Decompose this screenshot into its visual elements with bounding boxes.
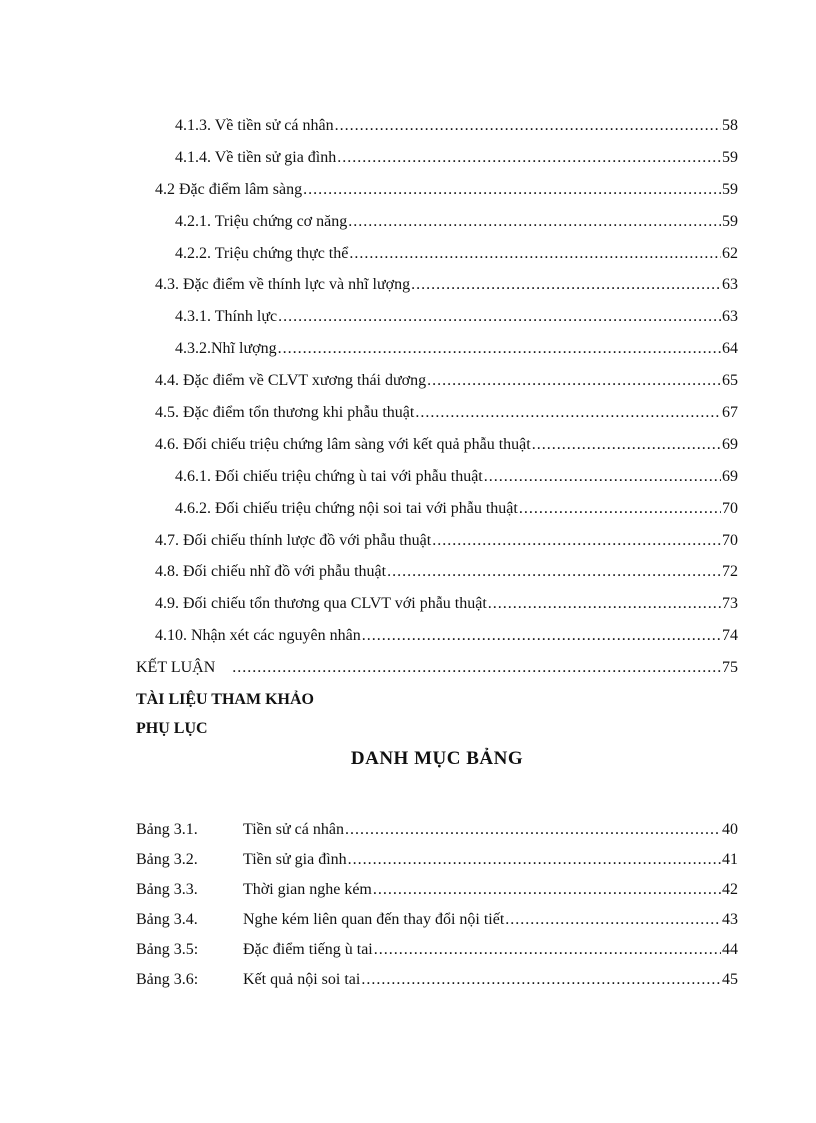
toc-entry-page: 64 [722, 340, 738, 358]
table-page: 45 [722, 971, 738, 988]
table-list-title: DANH MỤC BẢNG [350, 748, 524, 769]
toc-entry [136, 590, 738, 622]
toc-entry-title: KẾT LUẬN [136, 659, 232, 677]
dot-leader [349, 240, 721, 268]
dot-leader [232, 654, 721, 682]
dot-leader [427, 367, 721, 395]
table-title: Thời gian nghe kém [243, 881, 372, 898]
toc-entry-page: 69 [722, 467, 738, 485]
table-page: 41 [722, 851, 738, 868]
table-title: Tiền sử cá nhân [243, 821, 344, 838]
dot-leader [348, 208, 721, 236]
toc-entry-page: 69 [722, 435, 738, 453]
appendix-heading: PHỤ LỤC [136, 719, 208, 737]
toc-entry-title: 4.1.4. Về tiền sử gia đình [175, 148, 337, 166]
toc-entry-title: 4.4. Đặc điểm về CLVT xương thái dương [155, 372, 427, 390]
toc-entry-page: 65 [722, 372, 738, 390]
dot-leader [278, 335, 721, 363]
toc-entry-title: 4.5. Đặc điểm tổn thương khi phẫu thuật [155, 404, 415, 422]
toc-entry-page: 67 [722, 404, 738, 422]
toc-entry-page: 62 [722, 244, 738, 262]
dot-leader [337, 144, 721, 172]
toc-entry [136, 335, 738, 367]
dot-leader [484, 463, 721, 491]
toc-entry-title: 4.3. Đặc điểm về thính lực và nhĩ lượng [155, 276, 411, 294]
toc-entry [136, 431, 738, 463]
table-list-entry [136, 816, 738, 846]
toc-entry [136, 240, 738, 272]
toc-entry-title: 4.2.1. Triệu chứng cơ năng [175, 212, 348, 230]
toc-entry [136, 463, 738, 495]
toc-entry [136, 112, 738, 144]
toc-entry-title: 4.8. Đối chiếu nhĩ đồ với phẫu thuật [155, 563, 387, 581]
toc-entry-page: 75 [722, 659, 738, 677]
dot-leader [348, 846, 721, 874]
toc-entry [136, 144, 738, 176]
table-title: Nghe kém liên quan đến thay đổi nội tiết [243, 911, 505, 928]
table-of-contents [136, 112, 738, 743]
toc-entry-page: 63 [722, 276, 738, 294]
table-label: Bảng 3.4. [136, 911, 198, 928]
dot-leader [335, 112, 721, 140]
dot-leader [532, 431, 721, 459]
toc-entry [136, 399, 738, 431]
dot-leader [278, 303, 721, 331]
toc-entry-title: 4.1.3. Về tiền sử cá nhân [175, 117, 334, 134]
dot-leader [303, 176, 721, 204]
toc-entry-page: 70 [722, 531, 738, 549]
dot-leader [432, 527, 721, 555]
table-title: Đặc điểm tiếng ù tai [243, 941, 373, 958]
toc-entry-page: 63 [722, 308, 738, 326]
toc-entry-title: 4.9. Đối chiếu tổn thương qua CLVT với phẫu thuật [155, 595, 487, 613]
dot-leader [373, 876, 721, 904]
table-title: Kết quả nội soi tai [243, 971, 361, 988]
table-list [136, 816, 738, 996]
dot-leader [411, 271, 721, 299]
toc-entry-page: 74 [722, 627, 738, 645]
toc-entry-title: 4.6. Đối chiếu triệu chứng lâm sàng với kết quả phẫu thuật [155, 435, 531, 453]
toc-entry [136, 176, 738, 208]
table-list-entry [136, 846, 738, 876]
toc-entry-title: 4.10. Nhận xét các nguyên nhân [155, 627, 361, 645]
toc-entry-page: 73 [722, 595, 738, 613]
dot-leader [362, 622, 721, 650]
toc-entry-title: 4.7. Đối chiếu thính lược đồ với phẫu thuật [155, 531, 432, 549]
toc-entry [136, 527, 738, 559]
toc-entry-page: 59 [722, 180, 738, 198]
dot-leader [345, 816, 721, 844]
toc-entry [136, 654, 738, 686]
table-list-entry [136, 906, 738, 936]
toc-entry [136, 622, 738, 654]
toc-entry [136, 495, 738, 527]
toc-entry [136, 208, 738, 240]
toc-entry-title: 4.6.2. Đối chiếu triệu chứng nội soi tai với phẫu thuật [175, 499, 518, 517]
table-list-entry [136, 966, 738, 996]
toc-entry-page: 70 [722, 499, 738, 517]
table-list-entry [136, 876, 738, 906]
toc-entry [136, 558, 738, 590]
toc-entry [136, 303, 738, 335]
dot-leader [387, 558, 721, 586]
toc-entry-title: 4.2 Đặc điểm lâm sàng [155, 180, 303, 198]
table-label: Bảng 3.6: [136, 971, 199, 988]
dot-leader [361, 966, 721, 994]
dot-leader [374, 936, 721, 964]
table-page: 43 [722, 911, 738, 928]
toc-entry-title: 4.3.2.Nhĩ lượng [175, 340, 277, 358]
toc-entry-title: 4.3.1. Thính lực [175, 308, 278, 326]
dot-leader [505, 906, 721, 934]
table-page: 44 [722, 941, 738, 958]
table-label: Bảng 3.5: [136, 941, 199, 958]
table-label: Bảng 3.1. [136, 821, 198, 838]
toc-entry-page: 72 [722, 563, 738, 581]
table-page: 42 [722, 881, 738, 898]
table-label: Bảng 3.3. [136, 881, 198, 898]
toc-entry-page: 59 [722, 212, 738, 230]
table-label: Bảng 3.2. [136, 851, 198, 868]
dot-leader [488, 590, 721, 618]
table-list-entry [136, 936, 738, 966]
toc-entry-page: 58 [722, 117, 738, 134]
toc-entry [136, 367, 738, 399]
dot-leader [415, 399, 721, 427]
toc-entry-page: 59 [722, 148, 738, 166]
table-title: Tiền sử gia đình [243, 851, 347, 868]
dot-leader [519, 495, 721, 523]
toc-entry-title: 4.2.2. Triệu chứng thực thể [175, 244, 349, 262]
toc-entry-title: 4.6.1. Đối chiếu triệu chứng ù tai với phẫu thuật [175, 467, 483, 485]
references-heading: TÀI LIỆU THAM KHẢO [136, 691, 314, 709]
toc-entry [136, 271, 738, 303]
table-page: 40 [722, 821, 738, 838]
